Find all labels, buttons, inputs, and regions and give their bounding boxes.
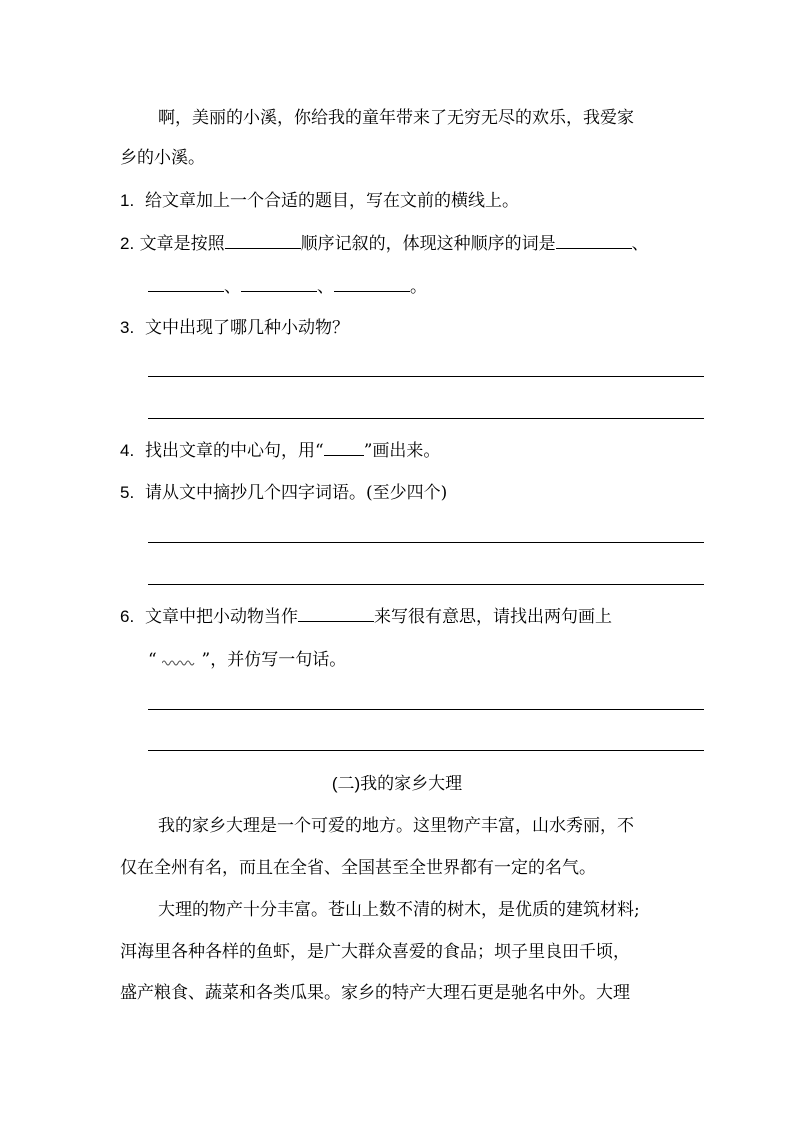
passage-line-2: 乡的小溪。 bbox=[120, 148, 205, 168]
question-5-text: 请从文中摘抄几个四字词语。(至少四个) bbox=[145, 483, 448, 503]
question-5 bbox=[120, 481, 447, 505]
question-2 bbox=[120, 232, 649, 256]
question-4-text-b: ”画出来。 bbox=[363, 441, 441, 461]
question-1-number: 1. bbox=[120, 191, 135, 210]
question-6-text-a: 文章中把小动物当作 bbox=[145, 607, 298, 627]
period: 。 bbox=[410, 277, 427, 297]
question-1-text: 给文章加上一个合适的题目，写在文前的横线上。 bbox=[145, 191, 519, 211]
wavy-line-mark-icon bbox=[162, 655, 196, 667]
separator: 、 bbox=[224, 277, 241, 297]
question-2-text-a: 文章是按照 bbox=[139, 234, 225, 254]
separator: 、 bbox=[631, 234, 649, 254]
question-2-text-b: 顺序记叙的，体现这种顺序的词是 bbox=[300, 234, 556, 254]
quote-close: ”，并仿写一句话。 bbox=[201, 650, 347, 670]
question-3-number: 3. bbox=[120, 318, 135, 337]
question-3 bbox=[120, 316, 349, 340]
answer-blank-word-4[interactable] bbox=[334, 275, 410, 292]
section2-para2-line1: 大理的物产十分丰富。苍山上数不清的树木，是优质的建筑材料; bbox=[158, 900, 640, 920]
separator: 、 bbox=[317, 277, 334, 297]
question-6-number: 6. bbox=[120, 607, 135, 626]
question-6 bbox=[120, 605, 612, 629]
question-2-number: 2. bbox=[120, 234, 135, 253]
answer-line-q6-1[interactable] bbox=[148, 709, 704, 710]
section2-para2-line2: 洱海里各种各样的鱼虾，是广大群众喜爱的食品；坝子里良田千顷， bbox=[120, 942, 630, 962]
answer-line-q5-2[interactable] bbox=[148, 584, 704, 585]
answer-line-q3-1[interactable] bbox=[148, 376, 704, 377]
question-4-number: 4. bbox=[120, 441, 135, 460]
question-3-text: 文中出现了哪几种小动物？ bbox=[145, 318, 349, 338]
section2-para1-line2: 仅在全州有名，而且在全省、全国甚至全世界都有一定的名气。 bbox=[120, 858, 596, 878]
answer-blank-word-1[interactable] bbox=[556, 232, 632, 249]
question-2-line-2 bbox=[148, 275, 427, 299]
passage-line-1: 啊，美丽的小溪，你给我的童年带来了无穷无尽的欢乐，我爱家 bbox=[158, 108, 634, 128]
question-6-text-b: 来写很有意思，请找出两句画上 bbox=[374, 607, 612, 627]
answer-line-q6-2[interactable] bbox=[148, 750, 704, 751]
section2-para1-line1: 我的家乡大理是一个可爱的地方。这里物产丰富，山水秀丽，不 bbox=[158, 816, 634, 836]
underline-mark-sample bbox=[324, 439, 364, 456]
quote-open: “ bbox=[148, 650, 157, 670]
answer-line-q5-1[interactable] bbox=[148, 542, 704, 543]
answer-blank-treated-as[interactable] bbox=[298, 605, 374, 622]
question-5-number: 5. bbox=[120, 483, 135, 502]
answer-blank-word-3[interactable] bbox=[241, 275, 317, 292]
question-4-text-a: 找出文章的中心句，用“ bbox=[145, 441, 324, 461]
question-4 bbox=[120, 439, 440, 463]
question-1 bbox=[120, 189, 519, 213]
section-title: (二)我的家乡大理 bbox=[331, 774, 463, 793]
answer-blank-word-2[interactable] bbox=[148, 275, 224, 292]
answer-blank-order[interactable] bbox=[225, 232, 301, 249]
section2-para2-line3: 盛产粮食、蔬菜和各类瓜果。家乡的特产大理石更是驰名中外。大理 bbox=[120, 983, 630, 1003]
answer-line-q3-2[interactable] bbox=[148, 418, 704, 419]
question-6-line-2 bbox=[148, 648, 346, 672]
